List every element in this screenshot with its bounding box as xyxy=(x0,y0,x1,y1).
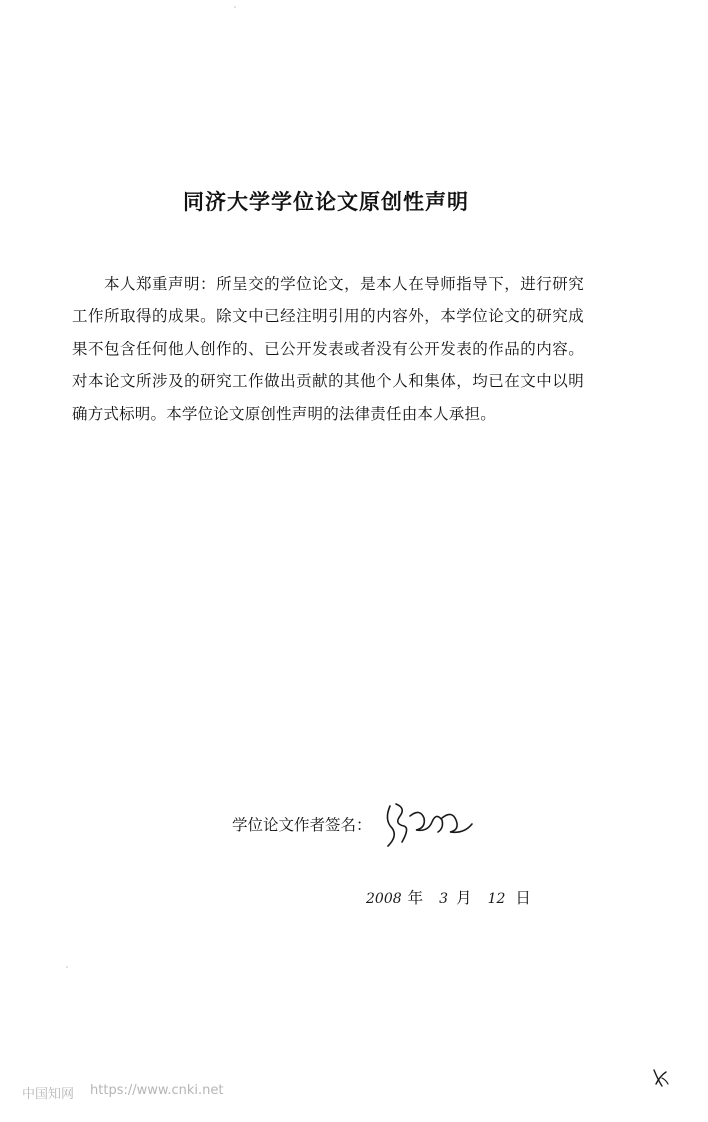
declaration-paragraph: 本人郑重声明：所呈交的学位论文，是本人在导师指导下，进行研究工作所取得的成果。除文中已经注明引用的内容外，本学位论文的研究成果不包含任何他人创作的、已公开发表或者没有公开发表的作品的内容。对本论文所涉及的研究工作做出贡献的其他个人和集体，均已在文中以明确方式标明。本学位论文原创性声明的法律责任由本人承担。 xyxy=(72,275,584,423)
date-month: 3 xyxy=(439,891,449,907)
date-month-unit: 月 xyxy=(456,889,472,907)
signature-label: 学位论文作者签名： xyxy=(232,816,372,834)
signature-row xyxy=(232,806,480,842)
handwritten-signature xyxy=(380,798,480,850)
watermark-footer xyxy=(22,1083,223,1102)
scan-speck xyxy=(234,6,236,8)
footer-url: https://www.cnki.net xyxy=(90,1083,224,1098)
page-title: 同济大学学位论文原创性声明 xyxy=(183,190,469,214)
date-day: 12 xyxy=(487,891,506,907)
footer-brand: 中国知网 xyxy=(22,1087,75,1102)
handwritten-corner-mark xyxy=(650,1066,670,1088)
date-year-unit: 年 xyxy=(407,889,424,907)
scan-speck xyxy=(66,966,68,968)
date-day-unit: 日 xyxy=(515,889,531,907)
signature-date xyxy=(366,886,531,908)
date-year: 2008 xyxy=(366,891,402,907)
